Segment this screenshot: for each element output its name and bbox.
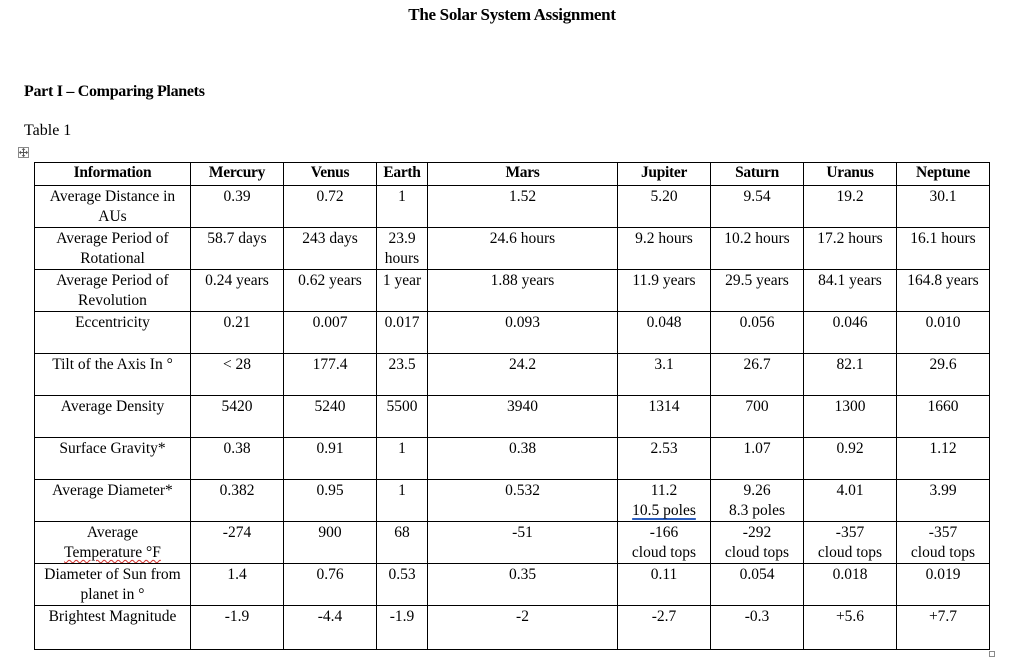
cell-mercury[interactable]: 5420 [191, 396, 284, 438]
table-row-eccentricity [35, 312, 990, 354]
cell-neptune[interactable]: 164.8 years [897, 270, 990, 312]
cell-uranus[interactable]: 84.1 years [804, 270, 897, 312]
cell-uranus[interactable] [804, 522, 897, 564]
cell-mercury[interactable]: -274 [191, 522, 284, 564]
row-label[interactable]: Brightest Magnitude [35, 606, 191, 650]
cell-saturn[interactable]: -0.3 [711, 606, 804, 650]
cell-mars[interactable]: 0.35 [428, 564, 618, 606]
cell-jupiter[interactable]: 9.2 hours [618, 228, 711, 270]
header-information[interactable]: Information [35, 163, 191, 186]
cell-jupiter[interactable]: 3.1 [618, 354, 711, 396]
cell-jupiter[interactable]: -2.7 [618, 606, 711, 650]
cell-mercury[interactable]: 0.38 [191, 438, 284, 480]
cell-uranus[interactable]: 82.1 [804, 354, 897, 396]
cell-mercury[interactable]: 1.4 [191, 564, 284, 606]
cell-mars[interactable]: -2 [428, 606, 618, 650]
cell-venus[interactable]: 243 days [284, 228, 377, 270]
cell-earth[interactable]: -1.9 [377, 606, 428, 650]
table-resize-handle-icon[interactable] [989, 651, 995, 657]
part-heading: Part I – Comparing Planets [24, 83, 205, 100]
header-earth[interactable]: Earth [377, 163, 428, 186]
header-uranus[interactable]: Uranus [804, 163, 897, 186]
cell-value: 9.26 [743, 482, 771, 499]
cell-mars[interactable]: 1.52 [428, 186, 618, 228]
cell-uranus[interactable]: 4.01 [804, 480, 897, 522]
cell-neptune[interactable]: 30.1 [897, 186, 990, 228]
cell-saturn[interactable]: 0.054 [711, 564, 804, 606]
cell-saturn[interactable]: 0.056 [711, 312, 804, 354]
cell-saturn[interactable]: 9.54 [711, 186, 804, 228]
cell-mars[interactable]: 0.38 [428, 438, 618, 480]
table-move-handle-icon[interactable] [18, 147, 29, 158]
cell-neptune[interactable]: 1660 [897, 396, 990, 438]
cell-jupiter[interactable]: 1314 [618, 396, 711, 438]
header-venus[interactable]: Venus [284, 163, 377, 186]
table-row-density [35, 396, 990, 438]
row-label[interactable]: Average Period of Revolution [35, 270, 191, 312]
cell-neptune[interactable]: 0.019 [897, 564, 990, 606]
table-row-diameter [35, 480, 990, 522]
row-label[interactable]: Tilt of the Axis In ° [35, 354, 191, 396]
cell-saturn[interactable] [711, 522, 804, 564]
cell-value: -357 [835, 524, 865, 541]
cell-mars[interactable]: 24.6 hours [428, 228, 618, 270]
row-label-line: Average [86, 524, 139, 541]
cell-venus[interactable]: 0.91 [284, 438, 377, 480]
cell-earth[interactable]: 1 year [377, 270, 428, 312]
cell-venus[interactable]: 0.76 [284, 564, 377, 606]
header-mars[interactable]: Mars [428, 163, 618, 186]
cell-mars[interactable]: 0.093 [428, 312, 618, 354]
cell-neptune[interactable]: 16.1 hours [897, 228, 990, 270]
table-row-temperature [35, 522, 990, 564]
cell-earth[interactable]: 1 [377, 480, 428, 522]
header-mercury[interactable]: Mercury [191, 163, 284, 186]
cell-uranus[interactable]: 1300 [804, 396, 897, 438]
row-label[interactable]: Eccentricity [35, 312, 191, 354]
cell-saturn[interactable]: 1.07 [711, 438, 804, 480]
cell-saturn[interactable] [711, 480, 804, 522]
cell-jupiter[interactable] [618, 480, 711, 522]
cell-mars[interactable]: 0.532 [428, 480, 618, 522]
planet-comparison-table [34, 162, 990, 650]
cell-uranus[interactable]: 19.2 [804, 186, 897, 228]
cell-mercury[interactable]: 0.39 [191, 186, 284, 228]
row-label[interactable]: Surface Gravity* [35, 438, 191, 480]
header-neptune[interactable]: Neptune [897, 163, 990, 186]
cell-value: -357 [928, 524, 958, 541]
table-header-row [35, 163, 990, 186]
cell-neptune[interactable]: 29.6 [897, 354, 990, 396]
cell-venus[interactable]: 177.4 [284, 354, 377, 396]
row-label[interactable]: Average Density [35, 396, 191, 438]
cell-earth[interactable]: 23.5 [377, 354, 428, 396]
cell-note: cloud tops [631, 544, 697, 561]
cell-venus[interactable]: 0.62 years [284, 270, 377, 312]
cell-mercury[interactable]: 0.24 years [191, 270, 284, 312]
row-label[interactable] [35, 522, 191, 564]
cell-uranus[interactable]: 17.2 hours [804, 228, 897, 270]
cell-value: -166 [649, 524, 679, 541]
cell-earth[interactable]: 68 [377, 522, 428, 564]
table-row-rotation-period [35, 228, 990, 270]
cell-saturn[interactable]: 26.7 [711, 354, 804, 396]
cell-earth[interactable]: 0.53 [377, 564, 428, 606]
cell-neptune[interactable]: 3.99 [897, 480, 990, 522]
cell-mars[interactable]: -51 [428, 522, 618, 564]
cell-jupiter[interactable] [618, 522, 711, 564]
cell-mercury[interactable]: 58.7 days [191, 228, 284, 270]
cell-venus[interactable]: 900 [284, 522, 377, 564]
cell-jupiter[interactable]: 0.048 [618, 312, 711, 354]
cell-note: 8.3 poles [729, 502, 785, 519]
cell-value: 11.2 [650, 482, 678, 499]
table-row-sun-diameter [35, 564, 990, 606]
table-caption: Table 1 [24, 122, 72, 139]
cell-venus[interactable]: 5240 [284, 396, 377, 438]
cell-earth[interactable]: 23.9 hours [377, 228, 428, 270]
cell-uranus[interactable]: 0.046 [804, 312, 897, 354]
header-jupiter[interactable]: Jupiter [618, 163, 711, 186]
row-label[interactable]: Average Diameter* [35, 480, 191, 522]
cell-earth[interactable]: 0.017 [377, 312, 428, 354]
cell-mercury[interactable]: 0.21 [191, 312, 284, 354]
cell-jupiter[interactable]: 2.53 [618, 438, 711, 480]
cell-venus[interactable]: 0.95 [284, 480, 377, 522]
table-row-average-distance [35, 186, 990, 228]
row-label-line: Temperature °F [64, 544, 161, 561]
cell-neptune[interactable]: +7.7 [897, 606, 990, 650]
table-row-revolution-period [35, 270, 990, 312]
cell-mars[interactable]: 1.88 years [428, 270, 618, 312]
cell-venus[interactable]: 0.007 [284, 312, 377, 354]
cell-uranus[interactable]: +5.6 [804, 606, 897, 650]
cell-value: -292 [742, 524, 772, 541]
row-label[interactable]: Average Period of Rotational [35, 228, 191, 270]
cell-venus[interactable]: -4.4 [284, 606, 377, 650]
table-row-axis-tilt [35, 354, 990, 396]
cell-neptune[interactable]: 1.12 [897, 438, 990, 480]
cell-uranus[interactable]: 0.018 [804, 564, 897, 606]
cell-saturn[interactable]: 10.2 hours [711, 228, 804, 270]
row-label[interactable]: Average Distance in AUs [35, 186, 191, 228]
table-row-magnitude [35, 606, 990, 650]
cell-note: cloud tops [910, 544, 976, 561]
cell-neptune[interactable]: 0.010 [897, 312, 990, 354]
cell-saturn[interactable]: 700 [711, 396, 804, 438]
document-title: The Solar System Assignment [408, 5, 616, 24]
cell-note: 10.5 poles [632, 502, 696, 519]
table-row-surface-gravity [35, 438, 990, 480]
cell-jupiter[interactable]: 0.11 [618, 564, 711, 606]
cell-venus[interactable]: 0.72 [284, 186, 377, 228]
cell-jupiter[interactable]: 11.9 years [618, 270, 711, 312]
cell-mercury[interactable]: 0.382 [191, 480, 284, 522]
cell-neptune[interactable] [897, 522, 990, 564]
cell-mercury[interactable]: < 28 [191, 354, 284, 396]
cell-earth[interactable]: 1 [377, 438, 428, 480]
cell-uranus[interactable]: 0.92 [804, 438, 897, 480]
cell-earth[interactable]: 1 [377, 186, 428, 228]
header-saturn[interactable]: Saturn [711, 163, 804, 186]
cell-note: cloud tops [724, 544, 790, 561]
cell-mars[interactable]: 3940 [428, 396, 618, 438]
cell-earth[interactable]: 5500 [377, 396, 428, 438]
cell-saturn[interactable]: 29.5 years [711, 270, 804, 312]
row-label[interactable]: Diameter of Sun from planet in ° [35, 564, 191, 606]
cell-mars[interactable]: 24.2 [428, 354, 618, 396]
cell-mercury[interactable]: -1.9 [191, 606, 284, 650]
cell-jupiter[interactable]: 5.20 [618, 186, 711, 228]
cell-note: cloud tops [817, 544, 883, 561]
